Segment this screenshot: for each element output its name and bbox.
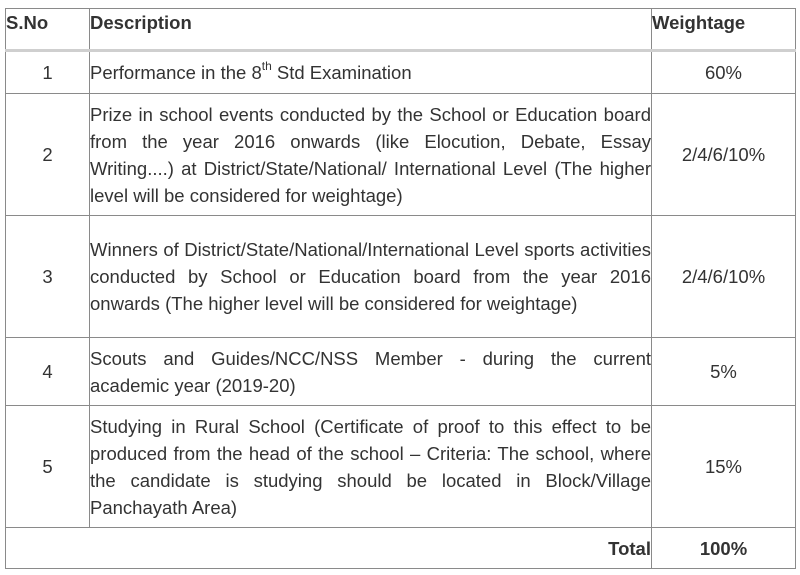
- table-row: [6, 216, 796, 338]
- total-blank-cell: [6, 528, 90, 569]
- description-text-end: Std Examination: [271, 62, 412, 83]
- row-weightage: 60%: [652, 51, 796, 94]
- description-text: Performance in the 8: [90, 62, 262, 83]
- row-sno: 5: [6, 406, 90, 528]
- header-description: Description: [90, 9, 652, 51]
- row-weightage: 2/4/6/10%: [652, 216, 796, 338]
- header-weightage: Weightage: [652, 9, 796, 51]
- weightage-table: [5, 8, 796, 569]
- ordinal-superscript: th: [261, 58, 272, 73]
- table-row: [6, 406, 796, 528]
- header-sno: S.No: [6, 9, 90, 51]
- table-row: [6, 94, 796, 216]
- row-weightage: 5%: [652, 338, 796, 406]
- total-value: 100%: [652, 528, 796, 569]
- table-row: [6, 51, 796, 94]
- total-label: Total: [90, 528, 652, 569]
- row-weightage: 2/4/6/10%: [652, 94, 796, 216]
- total-row: [6, 528, 796, 569]
- row-description: [90, 51, 652, 94]
- row-weightage: 15%: [652, 406, 796, 528]
- row-sno: 3: [6, 216, 90, 338]
- row-description: Scouts and Guides/NCC/NSS Member - during the current academic year (2019-20): [90, 338, 652, 406]
- row-description: Prize in school events conducted by the School or Education board from the year 2016 onwards (like Elocution, Debate, Essay Writing....) at District/State/National/ International Level (The higher level will be considered for weightage): [90, 94, 652, 216]
- row-sno: 2: [6, 94, 90, 216]
- table-row: [6, 338, 796, 406]
- row-sno: 4: [6, 338, 90, 406]
- header-row: [6, 9, 796, 51]
- row-description: Winners of District/State/National/International Level sports activities conducted by School or Education board from the year 2016 onwards (The higher level will be considered for weightage): [90, 216, 652, 338]
- row-description: Studying in Rural School (Certificate of proof to this effect to be produced from the head of the school – Criteria: The school, where the candidate is studying should be located in Block/Village Panchayath Area): [90, 406, 652, 528]
- row-sno: 1: [6, 51, 90, 94]
